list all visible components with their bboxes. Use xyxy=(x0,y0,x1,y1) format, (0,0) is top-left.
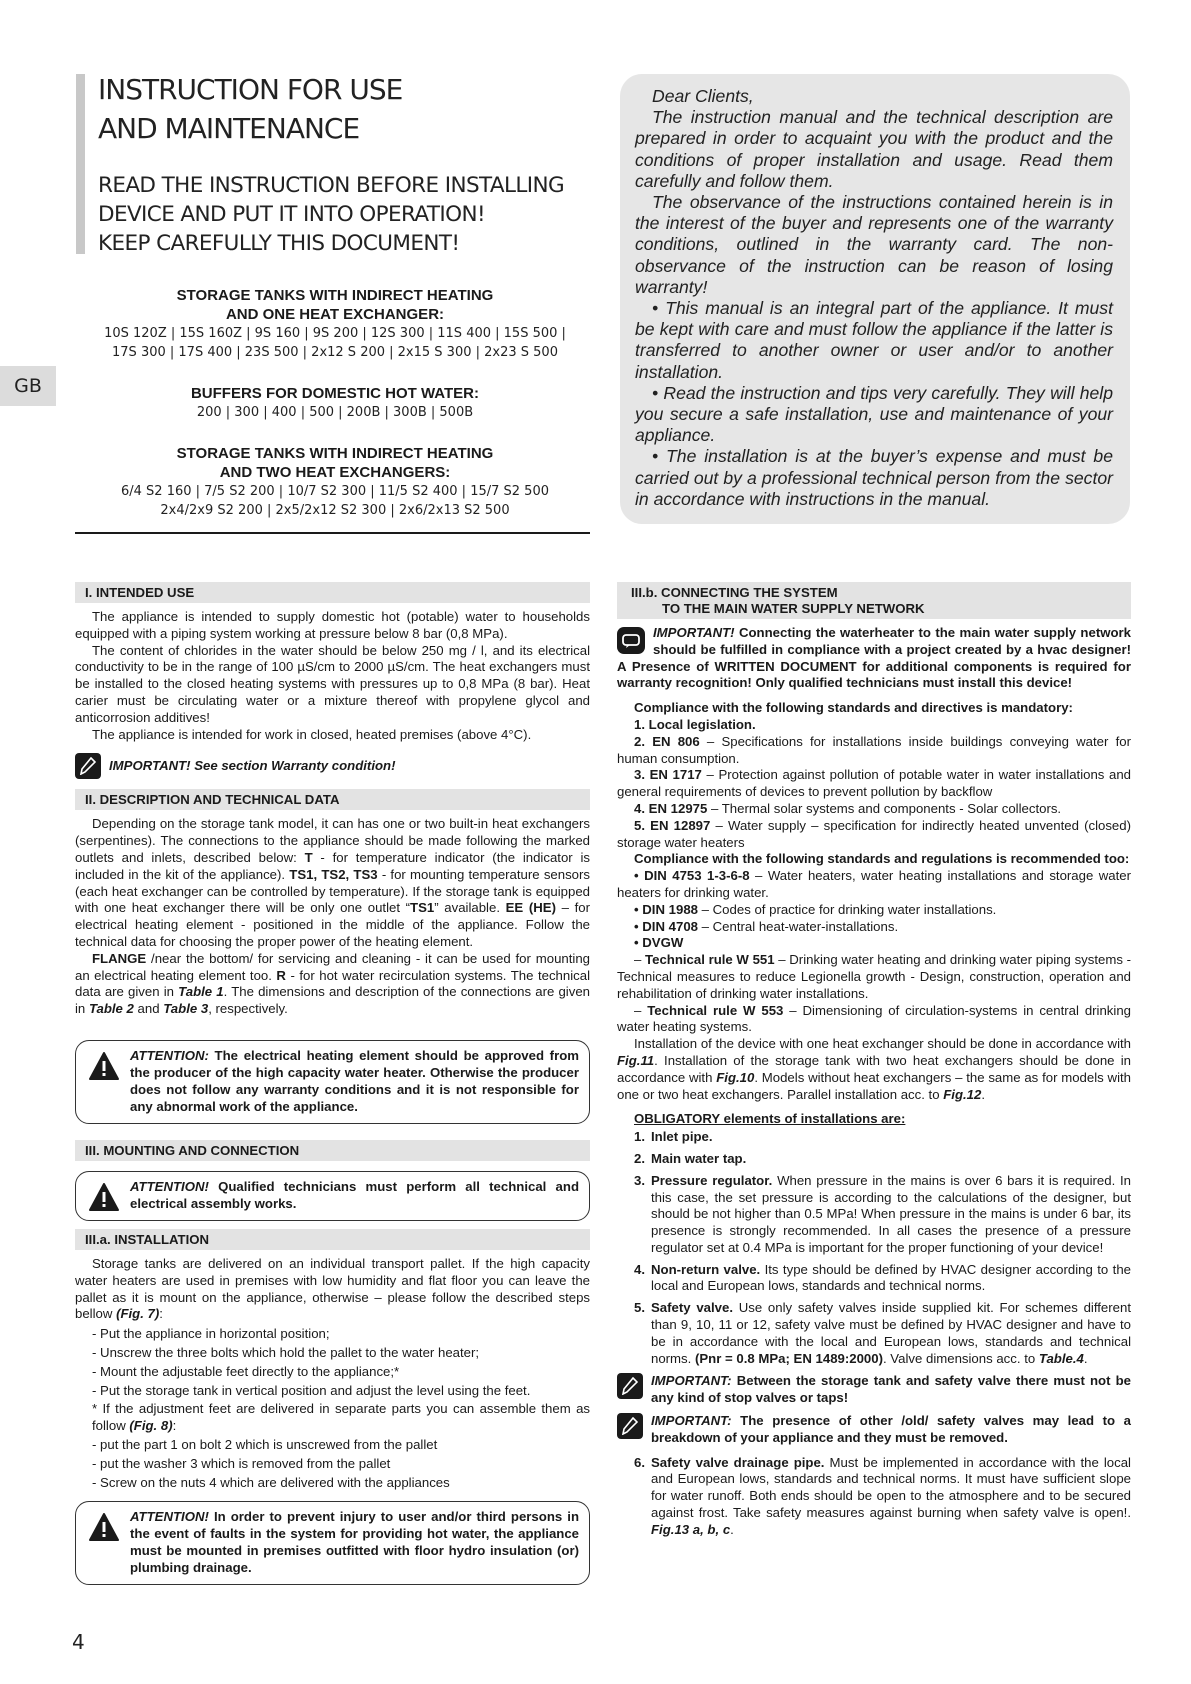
title-accent-bar xyxy=(76,74,85,254)
read-instruction-notice: READ THE INSTRUCTION BEFORE INSTALLING DEVICE AND PUT IT INTO OPERATION! KEEP CAREFULLY THIS DOCUMENT! xyxy=(98,173,565,256)
group2-models: 200 | 300 | 400 | 500 | 200B | 300B | 500B xyxy=(196,405,474,420)
pencil-icon xyxy=(617,1373,643,1399)
group1-heading: STORAGE TANKS WITH INDIRECT HEATING xyxy=(176,287,494,304)
important-old-valves: IMPORTANT: The presence of other /old/ safety valves may lead to a breakdown of your appliance and they must be removed. xyxy=(617,1413,1131,1447)
attention-qualified: ATTENTION! Qualified technicians must perform all technical and electrical assembly works. xyxy=(75,1171,590,1221)
section-intended-use: I. INTENDED USE xyxy=(75,582,590,603)
installation-steps: - Put the appliance in horizontal position; - Unscrew the three bolts which hold the pallet to the water heater; - Mount the adjustable feet directly to the appliance;* - Put the storage tank in vertical position and adjust the level using the feet. * If the adjustment feet are delivered in separate parts you can assemble them as follow (Fig. 8): - put the part 1 on bolt 2 which is unscrewed from the pallet - put the washer 3 which is removed from the pallet - Screw on the nuts 4 which are delivered with the appliances xyxy=(92,1326,590,1490)
important-connection: IMPORTANT! Connecting the waterheater to the main water supply network should be fulfilled in compliance with a project created by a hvac designer! A Presence of WRITTEN DOCUMENT for additional components is required for warranty recognition! Only qualified technicians must install this device! xyxy=(617,625,1131,691)
right-column: III.b. CONNECTING THE SYSTEM TO THE MAIN WATER SUPPLY NETWORK IMPORTANT! Connecting the waterheater to the main water supply network should be fulfilled in compliance with a project created by a hvac designer! A Presence of WRITTEN DOCUMENT for additional components is required for warranty recognition! Only qualified technicians must install this device! Compliance with the following standards and directives is mandatory: 1. Local legislation. 2. EN 806 – Specifications for installations inside buildings conveying water for human consumption. 3. EN 1717 – Protection against pollution of potable water in water installations and general requirements of devices to prevent pollution by backflow 4. EN 12975 – Thermal solar systems and components - Solar collectors. 5. EN 12897 – Water supply – specification for indirectly heated unvented (closed) storage water heaters Compliance with the following standards and regulations is recommended too: • DIN 4753 1-3-6-8 – Water heaters, water heating installations and storage water heaters for drinking water. • DIN 1988 – Codes of practice for drinking water installations. • DIN 4708 – Central heat-water-installations. • DVGW – Technical rule W 551 – Drinking water heating and drinking water piping systems - Technical measures to reduce Legionella growth - Design, construction, operation and rehabilitation of drinking water installations. – Technical rule W 553 – Dimensioning of circulation-systems in central drinking water heating systems. Installation of the device with one heat exchanger should be done in accordance with Fig.11. Installation of the storage tank with two heat exchangers should be done in accordance with Fig.10. Models without heat exchangers – the same as for models with one or two heat exchangers. Parallel installation acc. to Fig.12. OBLIGATORY elements of installations are: 1. Inlet pipe. 2. Main water tap. 3. Pressure regulator. When pressure in the mains is over 6 bars it is required. In this case, the set pressure is according to the calculations of the designer, but should be not higher than 0.5 MPa! When pressure in the mains is under 6 bar, its presence is strongly recommended. In all cases the presence of a pressure regulator set at 0.4 MPa is important for the proper functioning of your device! 4. Non-return valve. Its type should be defined by HVAC designer according to the local and European lows, standards and technical norms. 5. Safety valve. Use only safety valves inside supplied kit. For schemes different than 9, 10, 11 or 12, safety valve must be defined by HVAC designer and have to be in accordance with the local and European lows, standards and technical norms. (Pnr = 0.8 MPa; EN 1489:2000). Valve dimensions acc. to Table.4. IMPORTANT: Between the storage tank and safety valve there must not be any kind of stop valves or taps! IMPORTANT: The presence of other /old/ safety valves may lead to a breakdown of your appliance and they must be removed. 6. Safety valve drainage pipe. Must be implemented in accordance with the local and European lows, standards and technical norms. It must have sufficient slope for water runoff. Both ends should be open to the atmosphere and to be secured against frost. Take safety measures against burning when safety valve is open!. Fig.13 a, b, c. xyxy=(617,582,1131,1539)
group1-models: 10S 120Z | 15S 160Z | 9S 160 | 9S 200 | 12S 300 | 11S 400 | 15S 500 | xyxy=(104,326,566,341)
model-list: STORAGE TANKS WITH INDIRECT HEATING AND ONE HEAT EXCHANGER: 10S 120Z | 15S 160Z | 9S 160 | 9S 200 | 12S 300 | 11S 400 | 15S 500 | 17S 300 | 17S 400 | 23S 500 | 2x12 S 200 | 2x15 S 300 | 2x23 S 500 BUFFERS FOR DOMESTIC HOT WATER: 200 | 300 | 400 | 500 | 200B | 300B | 500B STORAGE TANKS WITH INDIRECT HEATING AND TWO HEAT EXCHANGERS: 6/4 S2 160 | 7/5 S2 200 | 10/7 S2 300 | 11/5 S2 400 | 15/7 S2 500 2x4/2x9 S2 200 | 2x5/2x12 S2 300 | 2x6/2x13 S2 500 xyxy=(75,286,595,520)
page-number: 4 xyxy=(72,1630,85,1654)
group2-heading: BUFFERS FOR DOMESTIC HOT WATER: xyxy=(190,385,480,402)
pencil-icon xyxy=(75,753,101,779)
standards-list: Compliance with the following standards and directives is mandatory: 1. Local legislation. xyxy=(634,700,1073,732)
comment-icon xyxy=(617,627,645,654)
header-divider xyxy=(75,532,590,534)
attention-heating-element: ATTENTION: The electrical heating element should be approved from the producer of the high capacity water heater. Otherwise the producer does not follow any warranty conditions and it is not responsible for any abnormal work of the appliance. xyxy=(75,1040,590,1124)
attention-floor-insulation: ATTENTION! In order to prevent injury to user and/or third persons in the event of faults in the system for providing hot water, the appliance must be mounted in premises outfitted with floor hydro insulation (or) plumbing drainage. xyxy=(75,1501,590,1585)
warning-icon xyxy=(88,1182,120,1212)
description-paragraph: Depending on the storage tank model, it can has one or two built-in heat exchangers (serpentines). The connections to the appliance should be made following the marked outlets and inlets, described below: T - for temperature indicator (the indicator is included in the kit of the appliance). TS1, TS2, TS3 - for mounting temperature sensors (each heat exchanger can be controlled by temperature). If the storage tank is equipped with one heat exchanger there will be only one outlet “TS1” available. EE (HE) – for electrical heating element - positioned in the middle of the appliance. Follow the technical data for choosing the proper power of the heating element. xyxy=(75,816,591,949)
page-title: INSTRUCTION FOR USE AND MAINTENANCE xyxy=(98,73,403,145)
important-stop-valves: IMPORTANT: Between the storage tank and safety valve there must not be any kind of stop valves or taps! xyxy=(617,1373,1131,1407)
warning-icon xyxy=(88,1512,120,1542)
pencil-icon xyxy=(617,1413,643,1439)
section-installation: III.a. INSTALLATION xyxy=(75,1229,590,1250)
group3-heading: STORAGE TANKS WITH INDIRECT HEATING xyxy=(176,445,494,462)
group3-models: 6/4 S2 160 | 7/5 S2 200 | 10/7 S2 300 | 11/5 S2 400 | 15/7 S2 500 xyxy=(120,484,549,499)
language-tab: GB xyxy=(0,366,56,406)
warning-icon xyxy=(88,1051,120,1081)
left-column: I. INTENDED USE The appliance is intended to supply domestic hot (potable) water to households equipped with a piping system working at pressure below 8 bar (0,8 MPa). The content of chlorides in the water should be below 250 mg / l, and its electrical conductivity to be in the range of 100 µS/cm to 2000 µS/cm. The heat exchangers must be installed to the closed heating systems with pressures up to 0,8 MPa (8 bar). Heat carier must be circulating water or a mixture thereof with propylene glycol and anticorrosion additives! The appliance is intended for work in closed, heated premises (above 4°C). IMPORTANT! See section Warranty condition! II. DESCRIPTION AND TECHNICAL DATA Depending on the storage tank model, it can has one or two built-in heat exchangers (serpentines). The connections to the appliance should be made following the marked outlets and inlets, described below: T - for temperature indicator (the indicator is included in the kit of the appliance). TS1, TS2, TS3 - for mounting temperature sensors (each heat exchanger can be controlled by temperature). If the storage tank is equipped with one heat exchanger there will be only one outlet “TS1” available. EE (HE) – for electrical heating element - positioned in the middle of the appliance. Follow the technical data for choosing the proper power of the heating element. FLANGE /near the bottom/ for servicing and cleaning - it can be used for mounting an electrical heating element too. R - for hot water recirculation systems. The technical data are given in Table 1. The dimensions and description of the connections are given in Table 2 and Table 3, respectively. ATTENTION: The electrical heating element should be approved from the producer of the high capacity water heater. Otherwise the producer does not follow any warranty conditions and it is not responsible for any abnormal work of the appliance. III. MOUNTING AND CONNECTION ATTENTION! Qualified technicians must perform all technical and electrical assembly works. III.a. INSTALLATION Storage tanks are delivered on an individual transport pallet. If the high capacity water heaters are used in premises with low humidity and flat floor you can leave the pallet as it is mount on the appliance, otherwise – please follow the described steps bellow (Fig. 7): - Put the appliance in horizontal position; - Unscrew the three bolts which hold the pallet to the water heater; - Mount the adjustable feet directly to the appliance;* - Put the storage tank in vertical position and adjust the level using the feet. * If the adjustment feet are delivered in separate parts you can assemble them as follow (Fig. 8): - put the part 1 on bolt 2 which is unscrewed from the pallet - put the washer 3 which is removed from the pallet - Screw on the nuts 4 which are delivered with the appliances ATTENTION! In order to prevent injury to user and/or third persons in the event of faults in the system for providing hot water, the appliance must be mounted in premises outfitted with floor hydro insulation (or) plumbing drainage. xyxy=(75,582,590,1585)
section-mounting: III. MOUNTING AND CONNECTION xyxy=(75,1140,590,1161)
section-description: II. DESCRIPTION AND TECHNICAL DATA xyxy=(75,789,590,810)
section-connecting-system: III.b. CONNECTING THE SYSTEM TO THE MAIN WATER SUPPLY NETWORK xyxy=(617,582,1131,619)
important-note: IMPORTANT! See section Warranty condition! xyxy=(75,753,590,779)
dear-clients-box: Dear Clients, The instruction manual and the technical description are prepared in order to acquaint you with the product and the conditions of proper installation and usage. Read them carefully and follow them. The observance of the instructions contained herein is in the interest of the buyer and represents one of the warranty conditions, outlined in the warranty card. The non-observance of the instruction can be reason of losing warranty! • This manual is an integral part of the appliance. It must be kept with care and must follow the appliance if the latter is transferred to another owner or user and/or to another installation. • Read the instruction and tips very carefully. They will help you secure a safe installation, use and maintenance of your appliance. • The installation is at the buyer’s expense and must be carried out by a professional technical person from the sector in accordance with instructions in the manual. xyxy=(620,74,1130,524)
obligatory-list: OBLIGATORY elements of installations are: 1. Inlet pipe. 2. Main water tap. 3. Pressure regulator. When pressure in the mains is over 6 bars it is required. In this case, the set pressure is according to the calculations of the designer, but should be not higher than 0.5 MPa! When pressure in the mains is under 6 bar, its presence is strongly recommended. In all cases the presence of a pressure regulator set at 0.4 MPa is important for the proper functioning of your device! 4. Non-return valve. Its type should be defined by HVAC designer according to the local and European lows, standards and technical norms. 5. Safety valve. Use only safety valves inside supplied kit. For schemes different than 9, 10, 11 or 12, safety valve must be defined by HVAC designer and have to be in accordance with the local and European lows, standards and technical norms. (Pnr = 0.8 MPa; EN 1489:2000). Valve dimensions acc. to Table.4. xyxy=(634,1111,1131,1366)
